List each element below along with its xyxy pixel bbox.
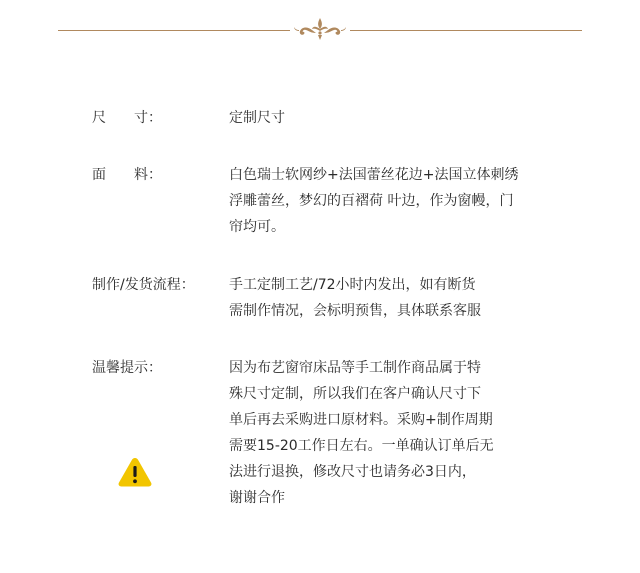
fabric-value xyxy=(229,162,589,240)
fabric-value-line: 浮雕蕾丝，梦幻的百褶荷 叶边，作为窗幔，门 xyxy=(229,193,514,209)
flourish-ornament-icon xyxy=(292,14,348,44)
process-value-line: 手工定制工艺/72小时内发出，如有断货 xyxy=(229,277,476,293)
process-label: 制作/发货流程： xyxy=(92,277,195,293)
tips-value-line: 需要15-20工作日左右。一单确认订单后无 xyxy=(229,438,494,454)
fabric-value-line: 白色瑞士软网纱+法国蕾丝花边+法国立体刺绣 xyxy=(229,167,519,183)
tips-value-line: 法进行退换，修改尺寸也请务必3日内， xyxy=(229,464,476,480)
fabric-value-line: 帘均可。 xyxy=(229,219,285,235)
process-value xyxy=(229,272,589,324)
tips-value-line: 谢谢合作 xyxy=(229,490,285,506)
size-value xyxy=(229,105,589,131)
fabric-label: 面 料： xyxy=(92,167,162,183)
header-divider xyxy=(0,14,640,44)
warning-icon xyxy=(117,456,153,488)
tips-value-line: 殊尺寸定制，所以我们在客户确认尺寸下 xyxy=(229,386,481,402)
tips-value xyxy=(229,355,589,511)
tips-value-line: 单后再去采购进口原材料。采购+制作周期 xyxy=(229,412,493,428)
size-value-line: 定制尺寸 xyxy=(229,110,285,126)
divider-line-left xyxy=(58,30,290,31)
process-value-line: 需制作情况，会标明预售，具体联系客服 xyxy=(229,303,481,319)
divider-line-right xyxy=(350,30,582,31)
tips-value-line: 因为布艺窗帘床品等手工制作商品属于特 xyxy=(229,360,481,376)
size-label: 尺 寸： xyxy=(92,110,162,126)
tips-label: 温馨提示： xyxy=(92,360,162,376)
